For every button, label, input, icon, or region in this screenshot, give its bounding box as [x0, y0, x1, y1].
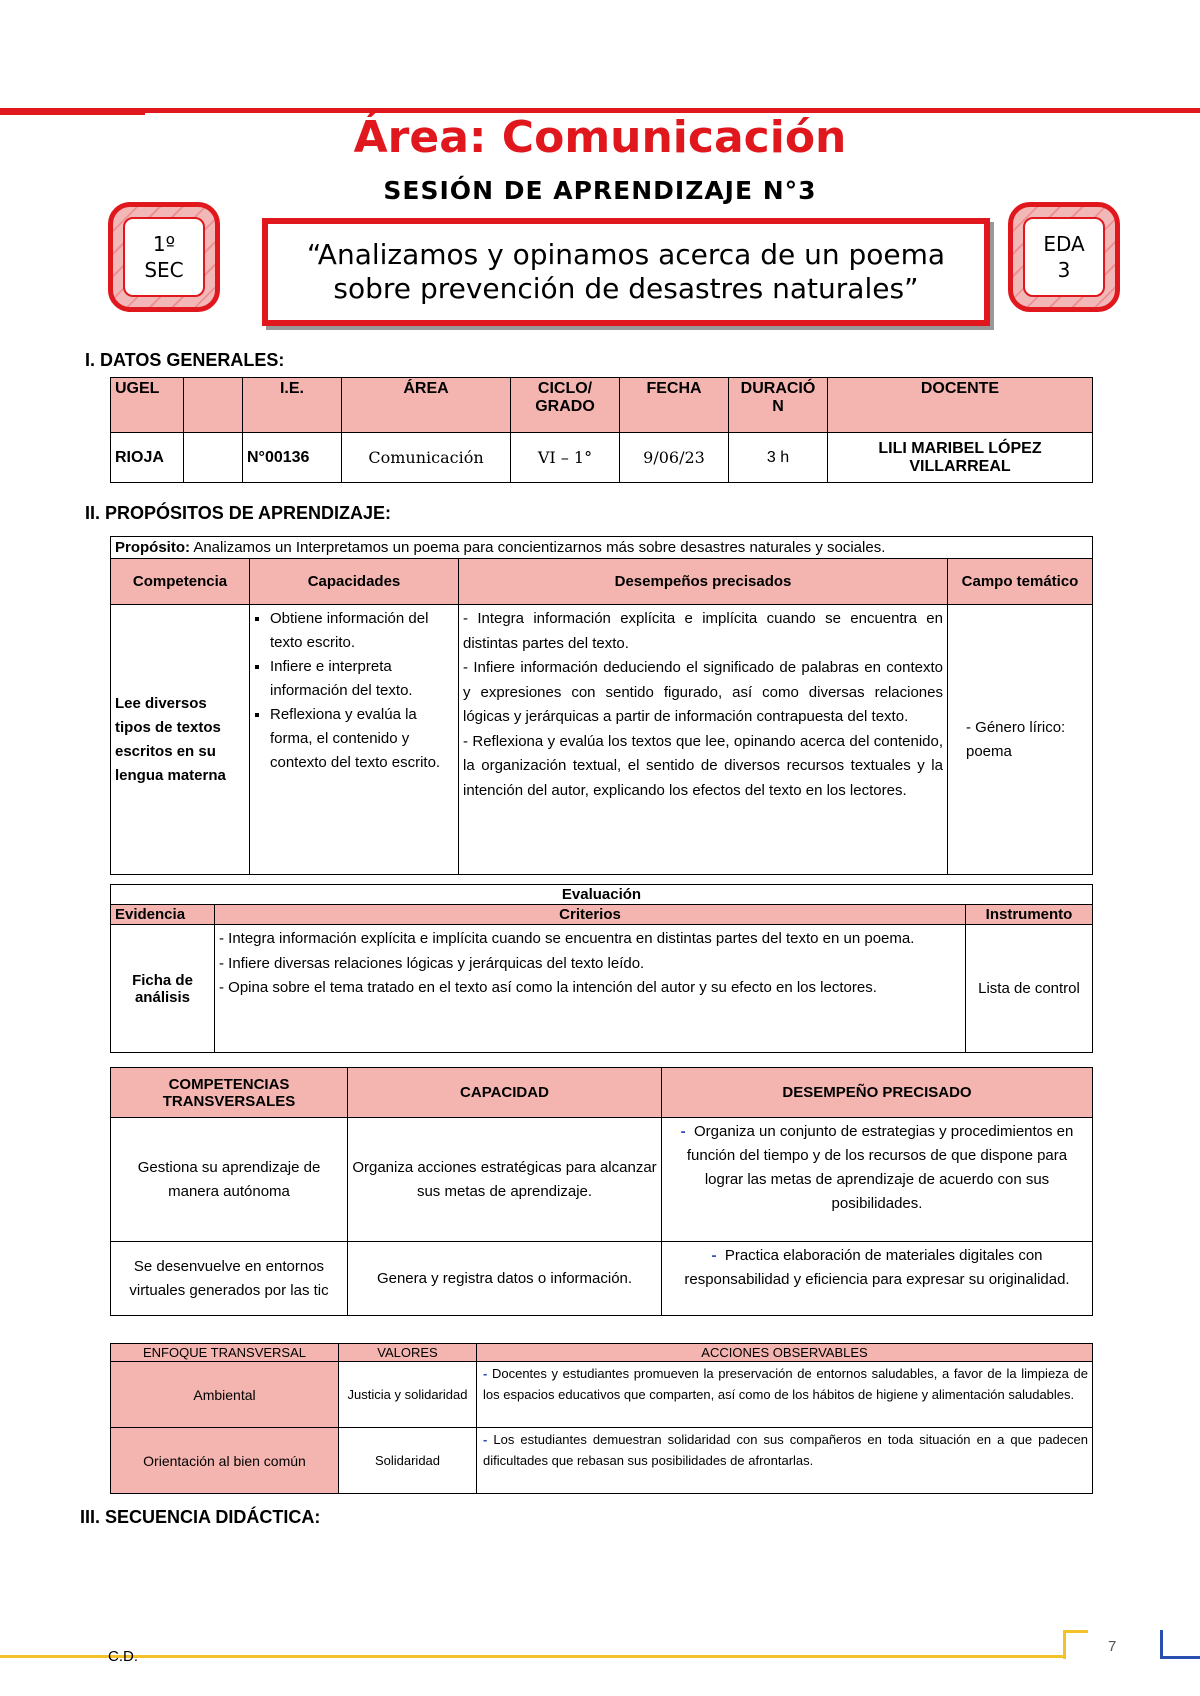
enfoque-table [110, 1343, 1093, 1494]
cell-ie: N°00136 [243, 433, 342, 483]
header-ie: I.E. [243, 378, 342, 433]
trans-desempeno-cell [662, 1242, 1093, 1316]
footer-rule [0, 1655, 1065, 1658]
session-number: SESIÓN DE APRENDIZAJE N°3 [383, 176, 817, 205]
header-criterios: Criterios [215, 905, 966, 925]
purpose-table [110, 536, 1093, 875]
header-desempeno-precisado: DESEMPEÑO PRECISADO [662, 1068, 1093, 1118]
campo-cell: - Género lírico: poema [948, 605, 1093, 875]
page-title: Área: Comunicación [353, 112, 847, 163]
header-enfoque: ENFOQUE TRANSVERSAL [111, 1344, 339, 1362]
grade-badge [108, 202, 220, 312]
eda-badge-line1: EDA [1043, 232, 1085, 256]
header-campo: Campo temático [948, 559, 1093, 605]
header-competencia: Competencia [111, 559, 250, 605]
criterio-item: - Infiere diversas relaciones lógicas y jerárquicas del texto leído. [219, 954, 645, 972]
criterio-item: - Opina sobre el tema tratado en el texto así como la intención del autor y su efecto en los lectores. [219, 979, 877, 996]
header-fecha: FECHA [620, 378, 729, 433]
desempeno-item: - Integra información explícita e implícita cuando se encuentra en distintas partes del texto. [463, 610, 943, 652]
trans-competencia-cell: Se desenvuelve en entornos virtuales generados por las tic [111, 1242, 348, 1316]
purpose-label: Propósito: [115, 539, 190, 556]
trans-desempeno-text: Organiza un conjunto de estrategias y procedimientos en función del tiempo y de los recursos de que dispone para lograr las metas de aprendizaje de acuerdo con sus posibilidades. [686, 1123, 1074, 1212]
header-instrumento: Instrumento [966, 905, 1093, 925]
grade-badge-line2: SEC [144, 258, 184, 282]
evaluation-table [110, 884, 1093, 1053]
enfoque-acciones-cell [477, 1428, 1093, 1494]
section-3-heading: III. SECUENCIA DIDÁCTICA: [80, 1507, 321, 1527]
desempenos-cell [459, 605, 948, 875]
purpose-row [111, 537, 1093, 559]
enfoque-valores-cell: Justicia y solidaridad [339, 1362, 477, 1428]
capacidad-item: ▪ Reflexiona y evalúa la forma, el contenido y contexto del texto escrito. [270, 703, 454, 775]
dash-bullet: - [711, 1247, 725, 1264]
header-capacidades: Capacidades [250, 559, 459, 605]
enfoque-acciones-text: Los estudiantes demuestran solidaridad con sus compañeros en toda situación en a que padecen dificultades que rebasan sus posibilidades de afrontarlas. [483, 1432, 1088, 1468]
general-data-table [110, 377, 1093, 483]
header-ugel: UGEL [111, 378, 184, 433]
transversal-competencies-table [110, 1067, 1093, 1316]
cell-duracion: 3 h [729, 433, 828, 483]
header-acciones: ACCIONES OBSERVABLES [477, 1344, 1093, 1362]
cell-ugel: RIOJA [111, 433, 184, 483]
eda-badge-line2: 3 [1057, 258, 1071, 282]
header-competencias-transversales: COMPETENCIAS TRANSVERSALES [111, 1068, 348, 1118]
criterio-item: - Integra información explícita e implícita cuando se encuentra en distintas partes del texto en un poema. [219, 930, 915, 947]
capacidad-item: ▪ Obtiene información del texto escrito. [270, 607, 454, 655]
trans-desempeno-text: Practica elaboración de materiales digitales con responsabilidad y eficiencia para expresar su originalidad. [684, 1247, 1070, 1288]
header-ciclo: CICLO/ GRADO [511, 378, 620, 433]
section-1-heading: I. DATOS GENERALES: [85, 350, 285, 370]
criterios-cell [215, 925, 966, 1053]
footer-label: C.D. [108, 1648, 138, 1665]
header-docente: DOCENTE [828, 378, 1093, 433]
purpose-text: Analizamos un Interpretamos un poema para concientizarnos más sobre desastres naturales y sociales. [190, 539, 886, 556]
eda-badge [1008, 202, 1120, 312]
enfoque-name-cell: Ambiental [111, 1362, 339, 1428]
page-number: 7 [1108, 1638, 1117, 1655]
header-area: ÁREA [342, 378, 511, 433]
cell-area: Comunicación [342, 433, 511, 483]
trans-desempeno-cell [662, 1118, 1093, 1242]
enfoque-valores-cell: Solidaridad [339, 1428, 477, 1494]
evidencia-cell: Ficha de análisis [111, 925, 215, 1053]
trans-capacidad-cell: Genera y registra datos o información. [348, 1242, 662, 1316]
enfoque-name-cell: Orientación al bien común [111, 1428, 339, 1494]
header-desempenos: Desempeños precisados [459, 559, 948, 605]
desempeno-item: - Infiere información deduciendo el significado de palabras en contexto y expresiones con sentido figurado, así como diversas relaciones lógicas y jerárquicas a partir de información contrapuesta del texto. [463, 659, 943, 725]
competencia-cell: Lee diversos tipos de textos escritos en su lengua materna [111, 605, 250, 875]
grade-badge-line1: 1º [152, 232, 176, 256]
dash-bullet: - [483, 1366, 492, 1381]
desempeno-item: - Reflexiona y evalúa los textos que lee, opinando acerca del contenido, la organización textual, el sentido de diversos recursos textuales y la intención del autor, explicando los efectos del texto en los lectores. [463, 732, 943, 799]
cell-blank [184, 433, 243, 483]
cell-ciclo: VI – 1° [511, 433, 620, 483]
dash-bullet: - [680, 1123, 694, 1140]
instrumento-cell: Lista de control [966, 925, 1093, 1053]
section-2-heading: II. PROPÓSITOS DE APRENDIZAJE: [85, 503, 392, 523]
footer-bracket-yellow [1063, 1630, 1088, 1659]
trans-capacidad-cell: Organiza acciones estratégicas para alcanzar sus metas de aprendizaje. [348, 1118, 662, 1242]
eda-badge-inner [1023, 217, 1105, 297]
enfoque-acciones-cell [477, 1362, 1093, 1428]
trans-competencia-cell: Gestiona su aprendizaje de manera autónoma [111, 1118, 348, 1242]
enfoque-acciones-text: Docentes y estudiantes promueven la preservación de entornos saludables, a favor de la limpieza de los espacios educativos que comparten, así como de los hábitos de higiene y alimentación saludables. [483, 1366, 1088, 1402]
footer-bracket-blue [1160, 1630, 1200, 1659]
evaluation-label: Evaluación [111, 885, 1093, 905]
header-blank [184, 378, 243, 433]
cell-docente: LILI MARIBEL LÓPEZ VILLARREAL [828, 433, 1093, 483]
session-title-box [262, 218, 990, 326]
cell-fecha: 9/06/23 [620, 433, 729, 483]
session-title: “Analizamos y opinamos acerca de un poema sobre prevención de desastres naturales” [306, 238, 946, 305]
header-duracion: DURACIÓ N [729, 378, 828, 433]
header-capacidad: CAPACIDAD [348, 1068, 662, 1118]
dash-bullet: - [483, 1432, 494, 1447]
grade-badge-inner [123, 217, 205, 297]
capacidad-item: ▪ Infiere e interpreta información del texto. [270, 655, 454, 703]
header-valores: VALORES [339, 1344, 477, 1362]
header-evidencia: Evidencia [111, 905, 215, 925]
capacidades-cell [250, 605, 459, 875]
